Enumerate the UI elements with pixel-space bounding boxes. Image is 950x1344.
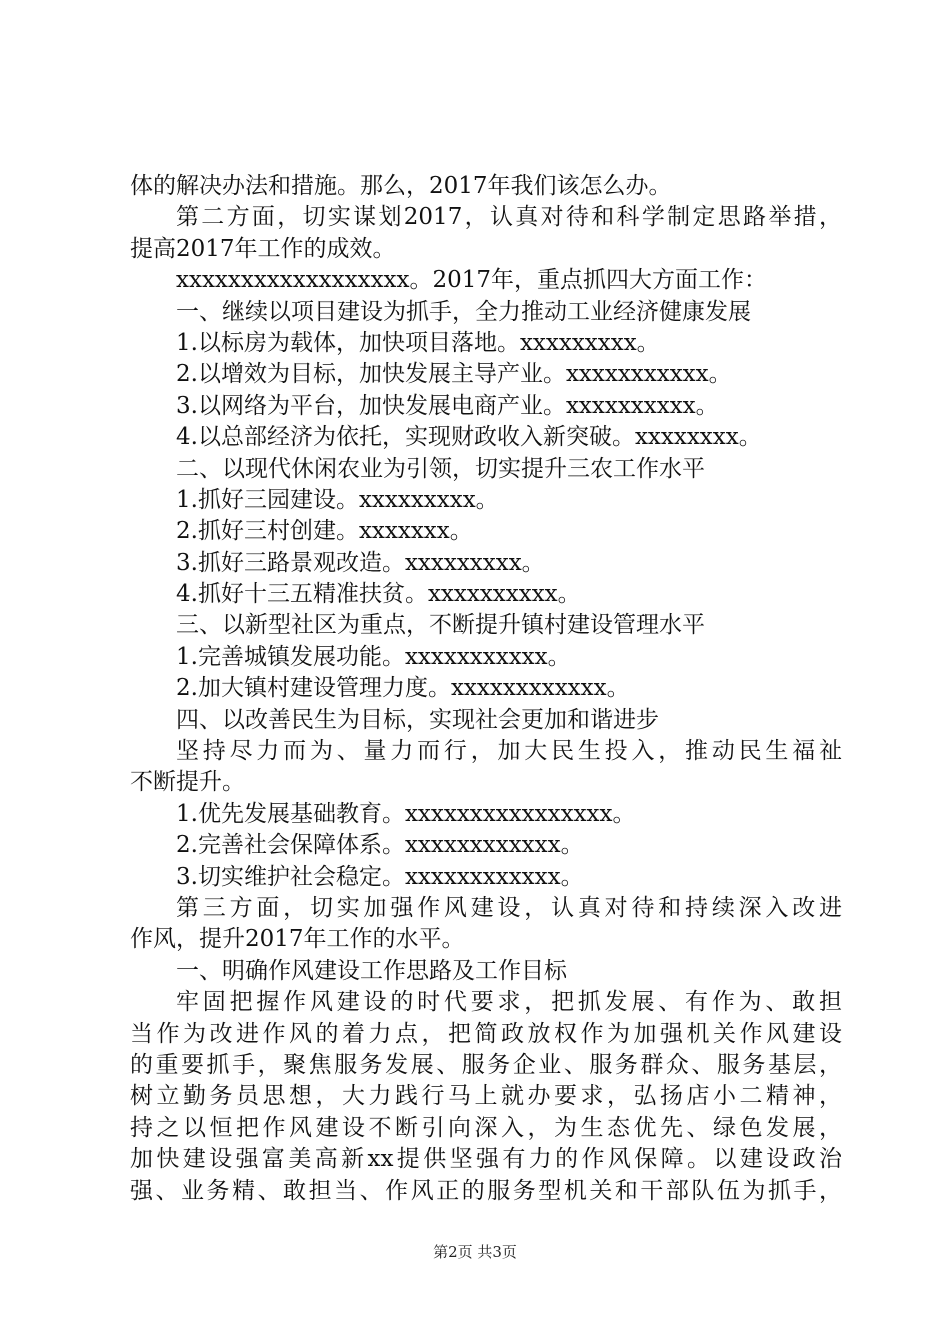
text-line: 1.完善城镇发展功能。xxxxxxxxxxx。 [176,643,571,670]
text-line: 作风，提升2017年工作的水平。 [130,926,465,953]
text-line: 的重要抓手，聚焦服务发展、服务企业、服务群众、服务基层， [130,1051,842,1078]
text-line: 1.优先发展基础教育。xxxxxxxxxxxxxxxx。 [176,800,636,827]
text-line: 持之以恒把作风建设不断引向深入，为生态优先、绿色发展， [130,1114,842,1141]
text-line: 树立勤务员思想，大力践行马上就办要求，弘扬店小二精神， [130,1083,842,1110]
document-body [130,171,842,1207]
text-line: 坚持尽力而为、量力而行，加大民生投入，推动民生福祉 [176,738,842,765]
text-line: 二、以现代休闲农业为引领，切实提升三农工作水平 [176,455,705,482]
text-line: 第三方面，切实加强作风建设，认真对待和持续深入改进 [176,894,842,921]
text-line: xxxxxxxxxxxxxxxxxx。2017年，重点抓四大方面工作： [176,267,768,294]
text-line: 一、明确作风建设工作思路及工作目标 [176,957,567,984]
text-line: 2.完善社会保障体系。xxxxxxxxxxxx。 [176,832,584,859]
text-line: 三、以新型社区为重点，不断提升镇村建设管理水平 [176,612,705,639]
text-line: 4.以总部经济为依托，实现财政收入新突破。xxxxxxxx。 [176,424,762,451]
text-line: 当作为改进作风的着力点，把简政放权作为加强机关作风建设 [130,1020,842,1047]
text-line: 加快建设强富美高新xx提供坚强有力的作风保障。以建设政治 [130,1146,842,1173]
text-line: 4.抓好十三五精准扶贫。xxxxxxxxxx。 [176,581,581,608]
text-line: 提高2017年工作的成效。 [130,235,396,262]
text-line: 一、继续以项目建设为抓手，全力推动工业经济健康发展 [176,298,751,325]
text-line: 体的解决办法和措施。那么，2017年我们该怎么办。 [130,173,672,199]
text-line: 2.抓好三村创建。xxxxxxx。 [176,518,473,545]
text-line: 3.切实维护社会稳定。xxxxxxxxxxxx。 [176,863,584,890]
text-line: 不断提升。 [130,769,245,796]
text-line: 2.加大镇村建设管理力度。xxxxxxxxxxxx。 [176,675,630,702]
text-line: 牢固把握作风建设的时代要求，把抓发展、有作为、敢担 [176,989,842,1016]
text-line: 3.以网络为平台，加快发展电商产业。xxxxxxxxxx。 [176,392,719,419]
text-line: 3.抓好三路景观改造。xxxxxxxxx。 [176,549,545,576]
text-line: 1.抓好三园建设。xxxxxxxxx。 [176,486,499,513]
text-line: 强、业务精、敢担当、作风正的服务型机关和干部队伍为抓手， [130,1177,842,1204]
page-footer: 第2页 共3页 [433,1243,517,1261]
text-line: 第二方面，切实谋划2017，认真对待和科学制定思路举措， [176,204,842,231]
text-line: 1.以标房为载体，加快项目落地。xxxxxxxxx。 [176,329,660,356]
text-line: 2.以增效为目标，加快发展主导产业。xxxxxxxxxxx。 [176,361,732,388]
text-line: 四、以改善民生为目标，实现社会更加和谐进步 [176,706,659,733]
